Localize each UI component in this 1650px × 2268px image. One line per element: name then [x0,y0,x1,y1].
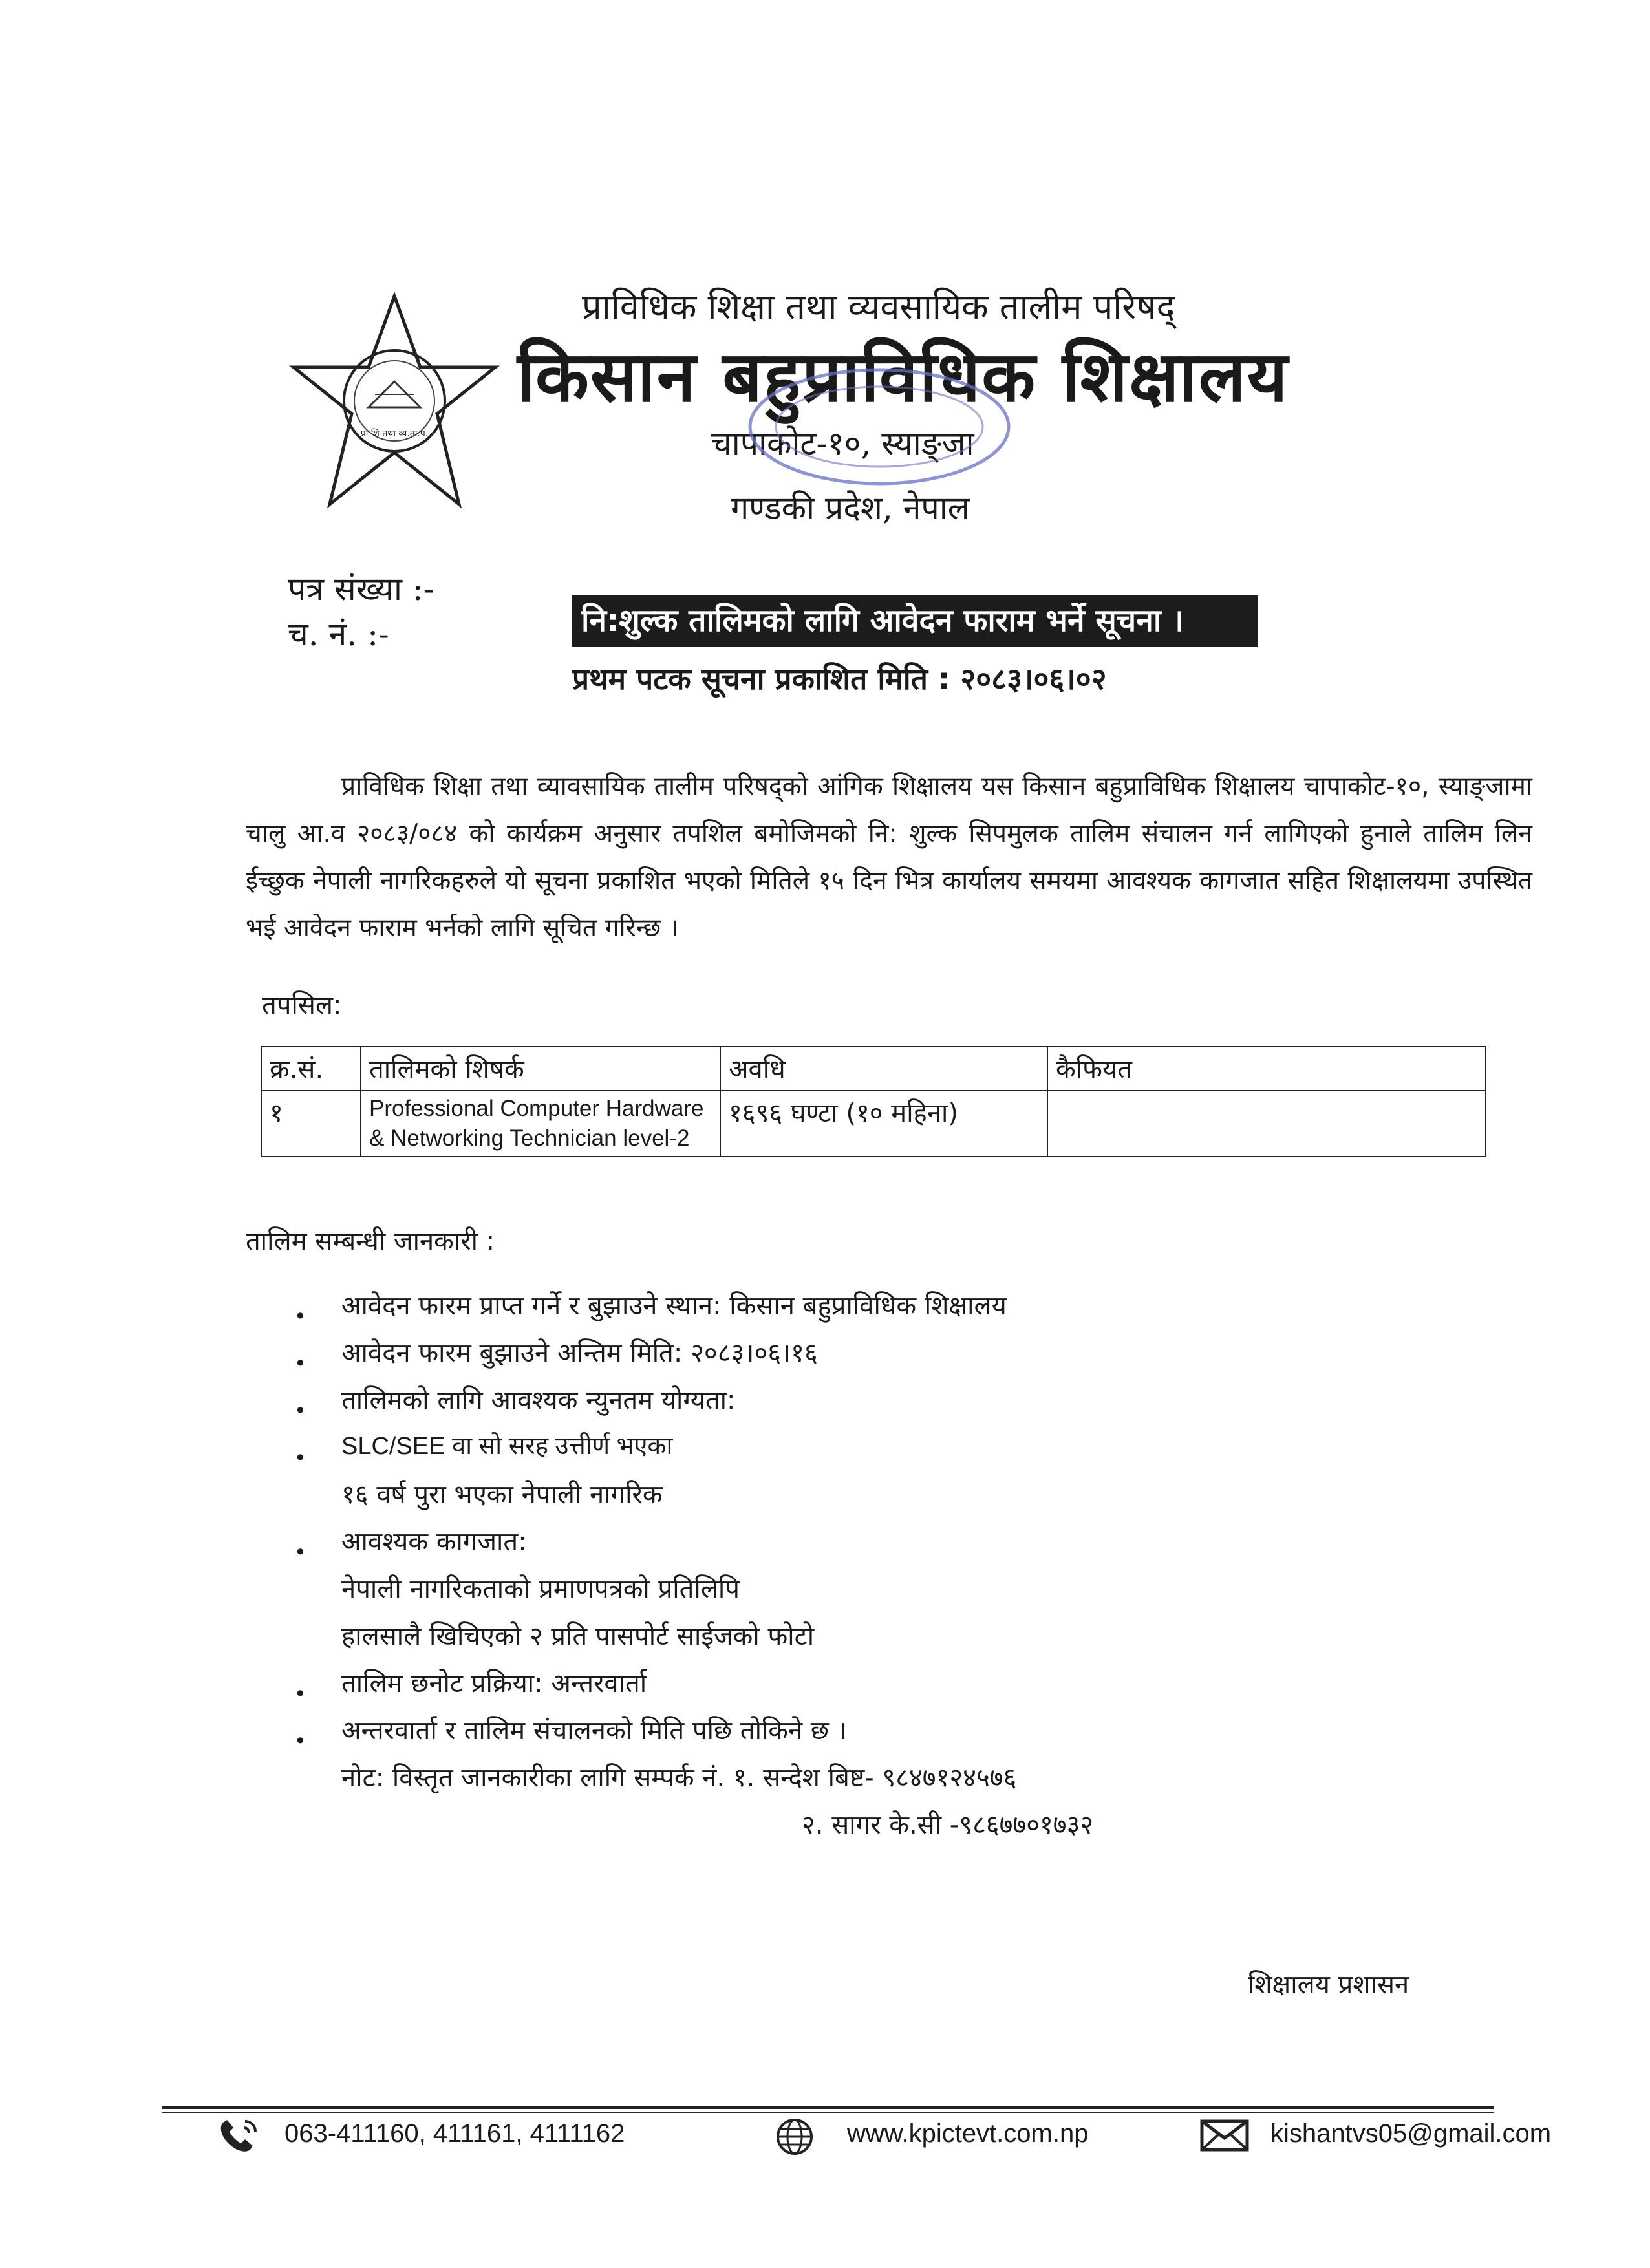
dispatch-number-label: च. नं. :- [288,615,389,653]
emblem-text: प्रा शि तथा व्य.ता.प. [360,429,429,439]
list-item: तालिमको लागि आवश्यक न्युनतम योग्यता: [341,1385,736,1415]
info-heading: तालिम सम्बन्धी जानकारी : [246,1226,495,1256]
bullet-marker: • [294,1729,306,1753]
college-province: गण्डकी प्रदेश, नेपाल [731,489,970,527]
envelope-icon [1199,2117,1250,2154]
header-duration: अवधि [720,1047,1047,1091]
header-sn: क्र.सं. [261,1047,361,1091]
table-header-row [261,1047,1486,1091]
training-table [261,1046,1486,1157]
list-item: १६ वर्ष पुरा भएका नेपाली नागरिक [341,1480,663,1510]
list-item: हालसालै खिचिएको २ प्रति पासपोर्ट साईजको फोटो [341,1621,815,1651]
footer-website[interactable]: www.kpictevt.com.np [847,2119,1089,2148]
globe-icon [773,2117,817,2156]
list-item: आवश्यक कागजात: [341,1527,527,1557]
cell-duration: १६९६ घण्टा (१० महिना) [720,1091,1047,1157]
list-item: अन्तरवार्ता र तालिम संचालनको मिति पछि तोकिने छ । [341,1716,847,1746]
bullet-marker: • [294,1682,306,1706]
header-remarks: कैफियत [1047,1047,1486,1091]
contact-note-second: २. सागर के.सी -९८६७७०१७३२ [802,1810,1094,1840]
bullet-marker: • [294,1304,306,1329]
phone-icon [217,2117,262,2156]
list-item: SLC/SEE वा सो सरह उत्तीर्ण भएका [341,1433,673,1460]
bullet-marker: • [294,1446,306,1470]
letter-number-label: पत्र संख्या :- [288,570,434,608]
signature-administration: शिक्षालय प्रशासन [1248,1970,1409,2000]
bullet-marker: • [294,1540,306,1565]
cell-sn: १ [261,1091,361,1157]
publish-date: प्रथम पटक सूचना प्रकाशित मिति : २०८३।०६।०२ [572,661,1107,696]
list-item: नेपाली नागरिकताको प्रमाणपत्रको प्रतिलिपि [341,1574,740,1604]
bullet-marker: • [294,1398,306,1423]
notice-title: नि:शुल्क तालिमको लागि आवेदन फाराम भर्ने सूचना । [572,595,1258,647]
notice-body-paragraph: प्राविधिक शिक्षा तथा व्यावसायिक तालीम परिषद्को आंगिक शिक्षालय यस किसान बहुप्राविधिक शिक्षालय चापाकोट-१०, स्याङ्जामा चालु आ.व २०८३/०८४ को कार्यक्रम अनुसार तपशिल बमोजिमको नि: शुल्क सिपमुलक तालिम संचालन गर्न लागिएको हुनाले तालिम लिन ईच्छुक नेपाली नागरिकहरुले यो सूचना प्रकाशित भएको मितिले १५ दिन भित्र कार्यालय समयमा आवश्यक कागजात सहित शिक्षालयमा उपस्थित भई आवेदन फाराम भर्नको लागि सूचित गरिन्छ । [246,772,1532,943]
footer-divider [162,2106,1494,2109]
college-emblem-logo [284,291,504,511]
header-title: तालिमको शिषर्क [361,1047,720,1091]
table-row [261,1091,1486,1157]
footer-phone: 063-411160, 411161, 4111162 [284,2119,625,2148]
college-address: चापाकोट-१०, स्याङ्जा [711,425,974,462]
official-stamp-graphic [744,362,1015,491]
bullet-marker: • [294,1351,306,1376]
council-name: प्राविधिक शिक्षा तथा व्यवसायिक तालीम परिषद् [582,286,1175,327]
list-item: आवेदन फारम बुझाउने अन्तिम मिति: २०८३।०६।१६ [341,1338,818,1368]
list-item: तालिम छनोट प्रक्रिया: अन्तरवार्ता [341,1669,647,1698]
cell-title: Professional Computer Hardware & Networking Technician level-2 [361,1091,720,1157]
contact-note: नोट: विस्तृत जानकारीका लागि सम्पर्क नं. १. सन्देश बिष्ट- ९८४७१२४५७६ [341,1763,1017,1793]
college-name: किसान बहुप्राविधिक शिक्षालय [517,336,1289,418]
details-label: तपसिल: [262,990,342,1020]
footer-email[interactable]: kishantvs05@gmail.com [1270,2119,1552,2148]
cell-remarks [1047,1091,1486,1157]
list-item: आवेदन फारम प्राप्त गर्ने र बुझाउने स्थान: किसान बहुप्राविधिक शिक्षालय [341,1291,1007,1321]
